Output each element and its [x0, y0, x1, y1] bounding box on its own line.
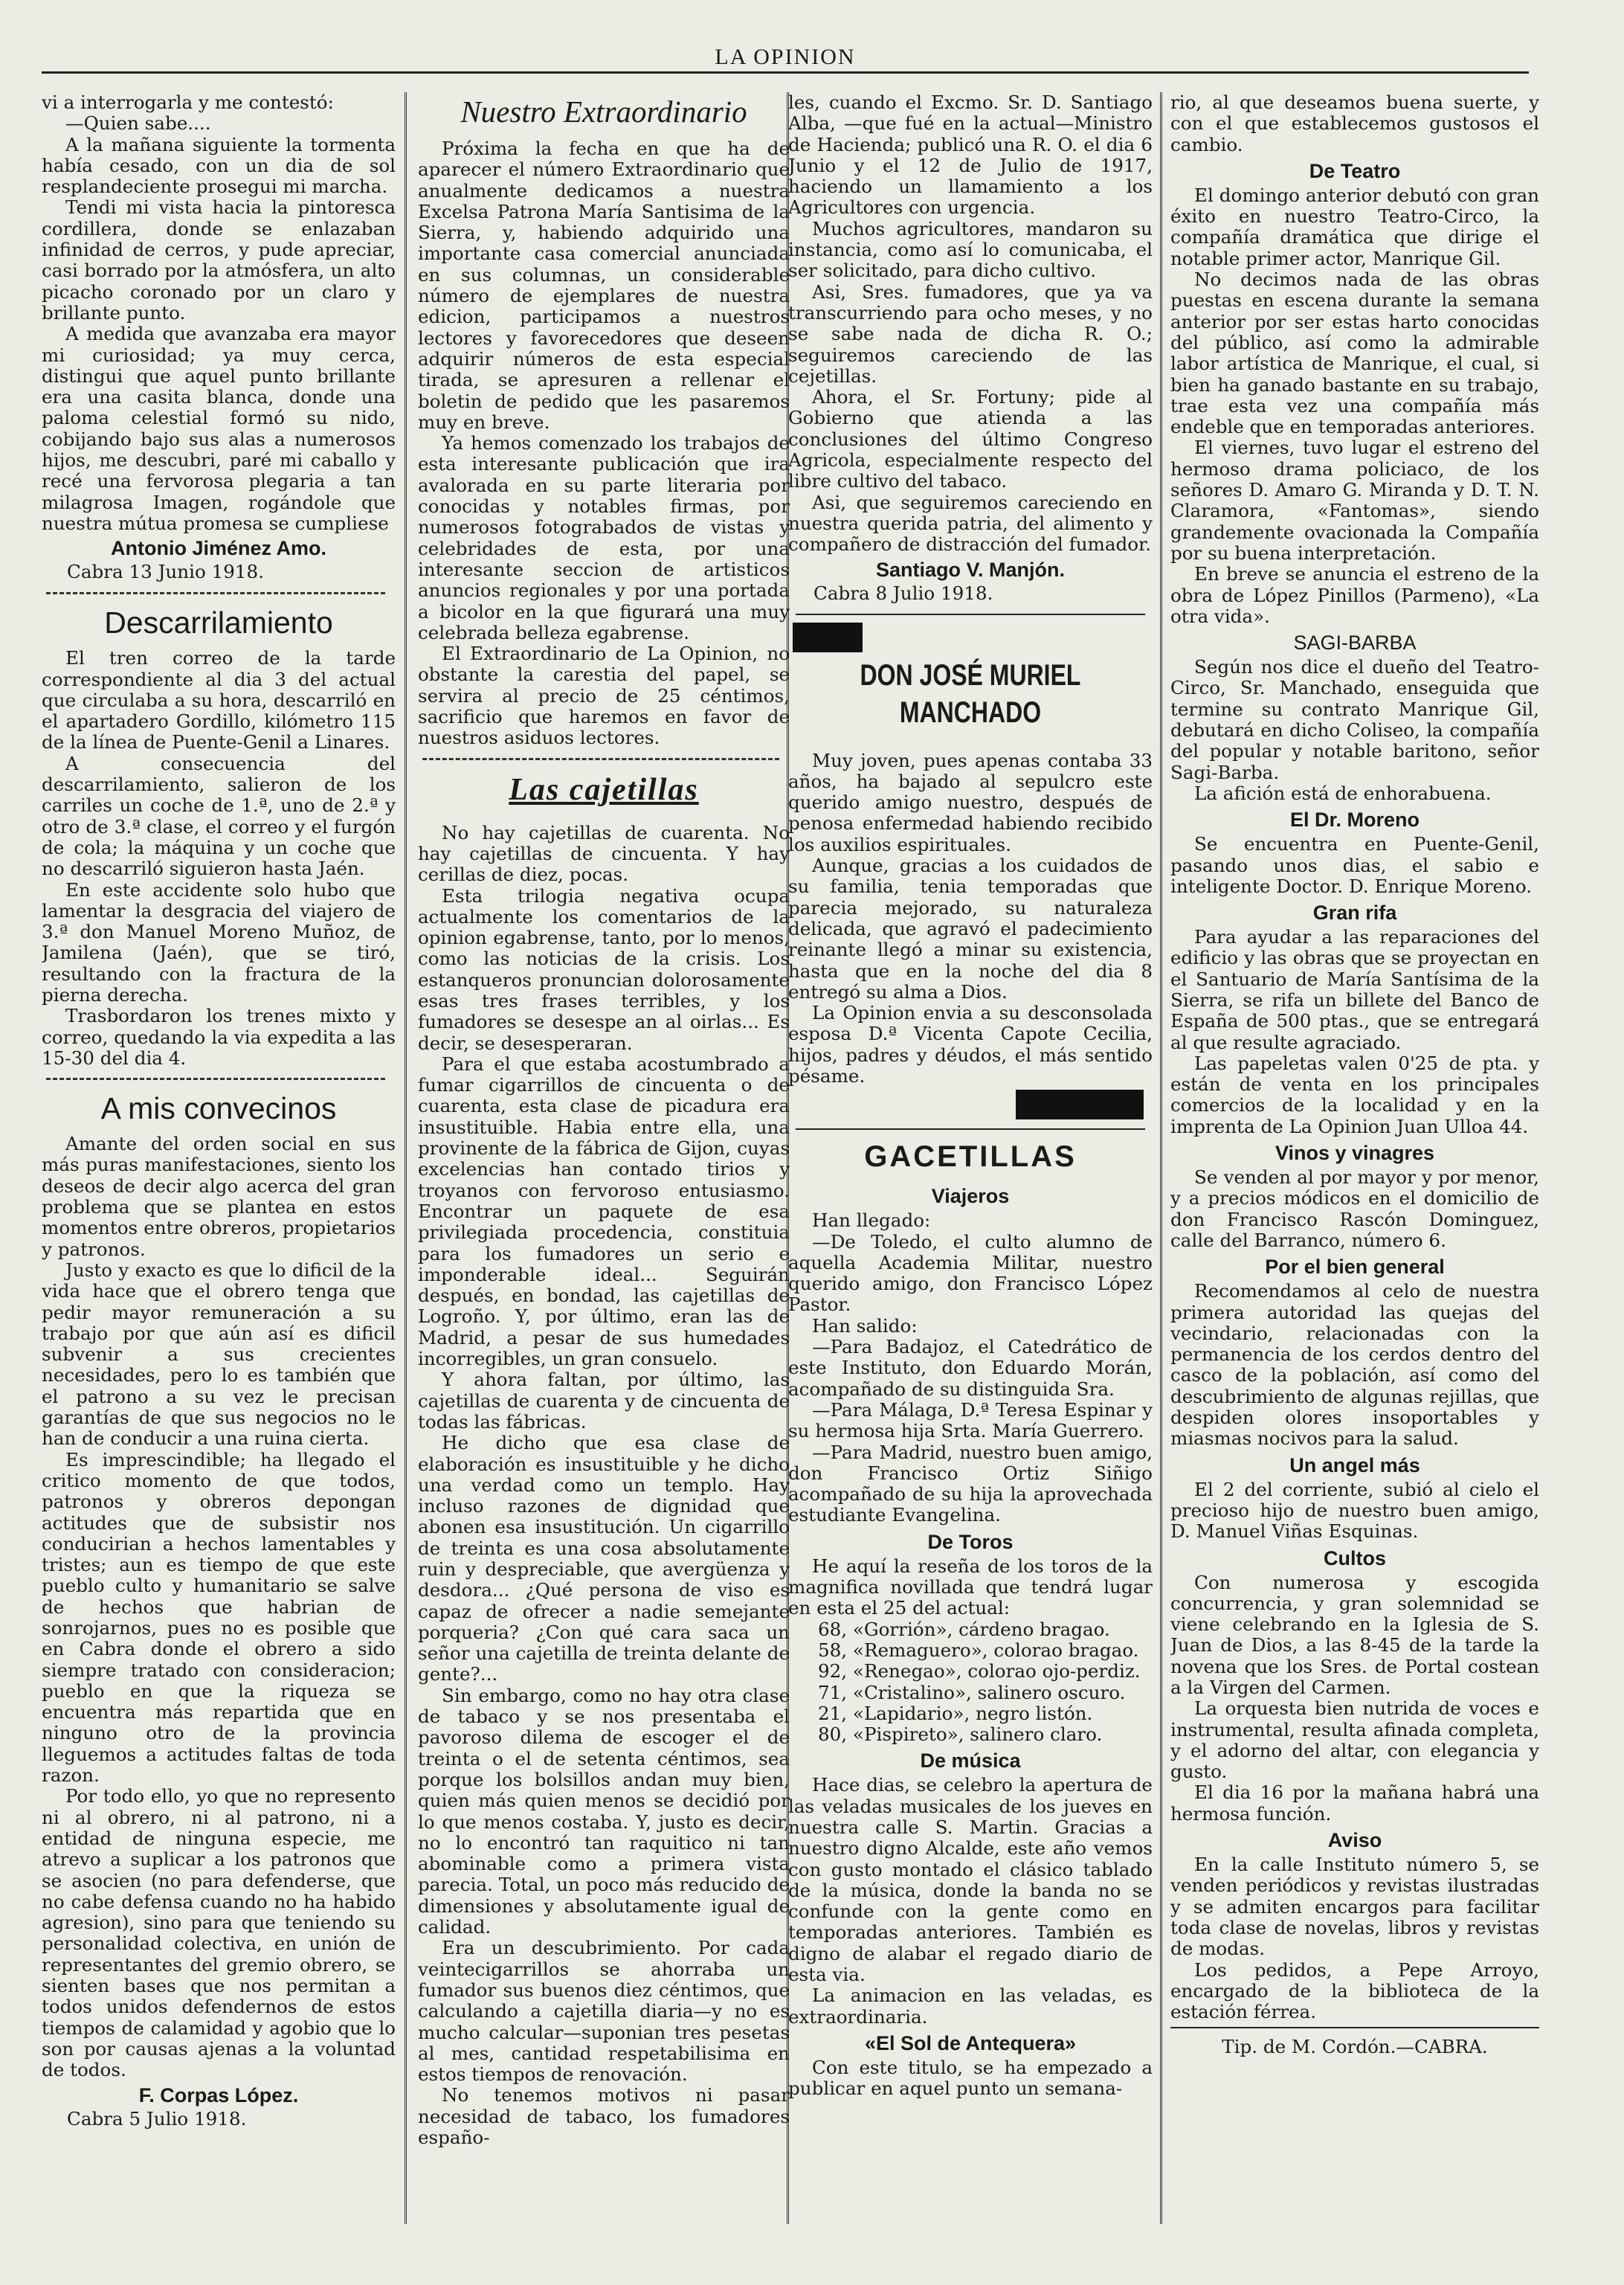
subsection-title: De Toros: [927, 1530, 1014, 1553]
column-4: [1170, 92, 1539, 2224]
subsection-title: Un angel más: [1289, 1453, 1420, 1476]
paragraph: La Opinion envia a su desconsolada esposa D.ª Vicenta Capote Cecilia, hijos, padres y déudos, el más sentido pésame.: [788, 1002, 1153, 1087]
paragraph: —Para Badajoz, el Catedrático de este Instituto, don Eduardo Morán, acompañado de su distinguida Sra.: [788, 1336, 1153, 1400]
paragraph: El 2 del corriente, subió al cielo el precioso hijo de nuestro buen amigo, D. Manuel Viñas Esquinas.: [1170, 1478, 1539, 1543]
subsection-title: Aviso: [1327, 1829, 1382, 1852]
author-signature: Santiago V. Manjón.: [875, 558, 1066, 581]
list-item: 80, «Pispireto», salinero claro.: [818, 1723, 1103, 1746]
article-extraordinario: [418, 92, 790, 749]
subsection-title: El Dr. Moreno: [1289, 809, 1420, 832]
paragraph: Y ahora faltan, por último, las cajetillas de cuarenta y de cincuenta de todas las fábricas.: [418, 1369, 790, 1433]
obituary: [788, 623, 1153, 1120]
subsection-title: Viajeros: [931, 1185, 1010, 1208]
section-title: GACETILLAS: [864, 1140, 1077, 1174]
list-item: 21, «Lapidario», negro listón.: [818, 1702, 1093, 1724]
separator: [46, 592, 385, 594]
obituary-title: DON JOSÉ MURIEL MANCHADO: [860, 658, 1081, 729]
paragraph: Trasbordaron los trenes mixto y correo, quedando la via expedita a las 15-30 del dia 4.: [42, 1005, 396, 1069]
paragraph: A medida que avanzaba era mayor mi curiosidad; ya muy cerca, distingui que aquel punto brillante era una casita blanca, donde una paloma celestial formó su nido, cobijando bajo sus alas a numerosos hijos, me descubri, paré mi caballo y recé una fervorosa plegaria a tan milagrosa Imagen, rogándole que nuestra mútua promesa se cumpliese: [42, 323, 396, 534]
paragraph: Las papeletas valen 0'25 de pta. y están de venta en los principales comercios de la localidad y en la imprenta de La Opinion Juan Ulloa 44.: [1170, 1052, 1539, 1137]
article-descarrilamiento: [42, 603, 396, 1069]
dateline: Cabra 5 Julio 1918.: [67, 2107, 247, 2130]
header-rule: [42, 71, 1529, 74]
article-title: Nuestro Extraordinario: [460, 94, 747, 129]
column-divider: [405, 92, 407, 2224]
paragraph: Sin embargo, como no hay otra clase de tabaco y se nos presentaba el pavoroso dilema de escoger el de treinta o el de setenta céntimos, sea porque los bolsillos andan muy bien, quien más quien menos se decidió por lo que menos costaba. Y, justo es decir, no lo encontró tan raquitico ni tan abominable como a primera vista parecia. Total, un poco más reducido de dimensiones y absolutamente igual de calidad.: [418, 1684, 790, 1938]
column-divider: [1160, 92, 1162, 2224]
article-title: Descarrilamiento: [104, 605, 333, 640]
paragraph: El Extraordinario de La Opinion, no obstante la carestia del papel, se servira al precio de 25 céntimos, sacrificio que haremos en favor de nuestros asiduos lectores.: [418, 643, 790, 749]
dateline: Cabra 8 Julio 1918.: [813, 582, 993, 604]
paragraph: Por todo ello, yo que no represento ni al obrero, ni al patrono, ni a entidad de ninguna especie, me atrevo a suplicar a los patronos que se asocien (no para defenderse, que no cabe defensa cuando no ha habido agresion), sino para que teniendo su personalidad colectiva, en unión de representantes del gremio obrero, se sienten bases que nos permitan a todos unidos defendernos de estos tiempos de calamidad y agobio que lo son por causas ajenas a la voluntad de todos.: [42, 1785, 396, 2081]
paragraph: vi a interrogarla y me contestó:: [42, 92, 334, 113]
article-title: Las cajetillas: [509, 772, 699, 807]
paragraph: El dia 16 por la mañana habrá una hermosa función.: [1170, 1781, 1539, 1825]
paragraph: Han salido:: [812, 1314, 918, 1337]
list-item: 92, «Renegao», colorao ojo-perdiz.: [818, 1660, 1141, 1683]
paragraph: En este accidente solo hubo que lamentar la desgracia del viajero de 3.ª don Manuel Moreno Muñoz, de Jamilena (Jaén), que se tiró, resultando con la fractura de la pierna derecha.: [42, 878, 396, 1006]
article-title: A mis convecinos: [100, 1091, 337, 1126]
paragraph: El viernes, tuvo lugar el estreno del hermoso drama policiaco, de los señores D. Amaro G. Miranda y D. T. N. Claramora, «Fantomas», siendo grandemente ovacionada la Compañía por su buena interpretación.: [1170, 437, 1539, 564]
subsection-title: Gran rifa: [1312, 902, 1397, 925]
paragraph: —Para Málaga, D.ª Teresa Espinar y su hermosa hija Srta. María Guerrero.: [788, 1398, 1153, 1442]
paragraph: No hay cajetillas de cuarenta. No hay cajetillas de cincuenta. Y hay cerillas de diez, pocas.: [418, 821, 790, 886]
paragraph: Asi, que seguiremos careciendo en nuestra querida patria, del alimento y compañero de distracción del fumador.: [788, 491, 1153, 556]
subsection-title: «El Sol de Antequera»: [864, 2031, 1077, 2054]
paragraph: Han llegado:: [812, 1209, 931, 1232]
paragraph: A consecuencia del descarrilamiento, salieron de los carriles un coche de 1.ª, uno de 2.ª y otro de 3.ª clase, el correo y el furgón de cola; la máquina y un coche que no descarriló siguieron hasta Jaén.: [42, 752, 396, 880]
paragraph: Justo y exacto es que lo dificil de la vida hace que el obrero tenga que pedir mayor remuneración a su trabajo por que aún así es dificil subvenir a sus crecientes necesidades, pero lo es también que el patrono a su vez le precisan garantías de que sus negocios no le han de conducir a una ruina cierta.: [42, 1259, 396, 1450]
paragraph: —Quien sabe....: [65, 112, 211, 135]
paragraph: Muchos agricultores, mandaron su instancia, como así lo comunicaba, el ser solicitado, para dicho cultivo.: [788, 217, 1153, 282]
article-cajetillas: [418, 769, 790, 2149]
paragraph: La afición está de enhorabuena.: [1194, 782, 1492, 804]
paragraph: Próxima la fecha en que ha de aparecer el número Extraordinario que anualmente dedicamos a nuestra Excelsa Patrona María Santisima de la Sierra, y, habiendo adquirido una importante casa comercial anunciada en sus columnas, un considerable número de ejemplares de nuestra edicion, participamos a nuestros lectores y favorecedores que deseen adquirir números de esta especial tirada, se apresuren a rellenar el boletin de pedido que les pasaremos muy en breve.: [418, 138, 790, 433]
subsection-title: Por el bien general: [1265, 1256, 1445, 1279]
paragraph: Con numerosa y escogida concurrencia, y gran solemnidad se viene celebrando en la Iglesia de S. Juan de Dios, a las 8-45 de la tarde la novena que los Sres. de Portal costean a la Virgen del Carmen.: [1170, 1571, 1539, 1698]
newspaper-title: LA OPINION: [715, 45, 856, 69]
paragraph: Recomendamos al celo de nuestra primera autoridad las quejas del vecindario, relacionadas con la permanencia de los cerdos dentro del casco de la población, así como del descubrimiento de algunas rejillas, que despiden olores insoportables y miasmas nocivos para la salud.: [1170, 1280, 1539, 1450]
subsection-title: SAGI-BARBA: [1293, 631, 1417, 655]
author-signature: Antonio Jiménez Amo.: [110, 537, 326, 560]
paragraph: Se venden al por mayor y por menor, y a precios módicos en el domicilio de don Francisco Rascón Dominguez, calle del Barranco, número 6.: [1170, 1166, 1539, 1251]
paragraph: Era un descubrimiento. Por cada veintecigarrillos se ahorraba un fumador sus buenos diez céntimos, que calculando a cajetilla diaria—y no es mucho calcular—suponian tres pesetas al mes, cantidad respetabilisima en estos tiempos de renovación.: [418, 1937, 790, 2086]
author-signature: F. Corpas López.: [138, 2083, 299, 2106]
column-2: [418, 92, 790, 2224]
paragraph: Amante del orden social en sus más puras manifestaciones, siento los deseos de decir algo acerca del gran problema que se plantea en estos momentos entre obreros, propietarios y patronos.: [42, 1133, 396, 1260]
paragraph: Asi, Sres. fumadores, que ya va transcurriendo para ocho meses, y no se sabe nada de dicha R. O.; seguiremos careciendo de las cejetillas.: [788, 280, 1153, 387]
column-1: [42, 92, 396, 2224]
printer-imprint: Tip. de M. Cordón.—CABRA.: [1170, 2027, 1539, 2058]
paragraph: En la calle Instituto número 5, se venden periódicos y revistas ilustradas y se admiten encargos para facilitar toda clase de novelas, libros y revistas de modas.: [1170, 1854, 1539, 1960]
mourning-bar: [1016, 1090, 1144, 1119]
article-untitled-continuation: [42, 92, 396, 583]
paragraph: El domingo anterior debutó con gran éxito en nuestro Teatro-Circo, la compañía dramática que dirige el notable primer actor, Manrique Gil.: [1170, 184, 1539, 269]
paragraph: Para el que estaba acostumbrado a fumar cigarrillos de cincuenta o de cuarenta, esta clase de picadura era insustituible. Habia entre ella, una provinente de la fábrica de Gijon, cuyas excelencias han contado tirios y troyanos con fervoroso entusiasmo. Encontrar un paquete de esa privilegiada procedencia, constituia para los fumadores un serio e imponderable ideal... Seguirán después, en bondad, las cajetillas de Logroño. Y, por último, eran las de Madrid, a pesar de sus humedades incorregibles, un gran consuelo.: [418, 1052, 790, 1370]
paragraph: En breve se anuncia el estreno de la obra de López Pinillos (Parmeno), «La otra vida».: [1170, 563, 1539, 627]
column-3: [788, 92, 1153, 2224]
paragraph: No tenemos motivos ni pasar necesidad de tabaco, los fumadores españo-: [418, 2084, 790, 2149]
paragraph: Hace dias, se celebro la apertura de las veladas musicales de los jueves en nuestra calle S. Martin. Gracias a nuestro digno Alcalde, este año vemos con gusto montado el clásico tablado de la música, donde la banda no se confunde con la gente como en temporadas anteriores. También es digno de alabar el regado diario de esta via.: [788, 1774, 1153, 1986]
separator: [46, 1078, 385, 1080]
paragraph: La animacion en las veladas, es extraordinaria.: [788, 1984, 1153, 2028]
subsection-title: Vinos y vinagres: [1275, 1142, 1435, 1165]
separator: [422, 758, 779, 760]
paragraph: Esta trilogia negativa ocupa actualmente los comentarios de la opinion egabrense, tanto, por lo menos, como las noticias de la crisis. Los estanqueros pronuncian dolorosamente esas tres frases terribles, y los fumadores se desespe an al oirlas... Es decir, se desesperaran.: [418, 884, 790, 1054]
list-item: 68, «Gorrión», cárdeno bragao.: [818, 1618, 1110, 1640]
paragraph: Ya hemos comenzado los trabajos de esta interesante publicación que ira avalorada en su parte literaria por conocidas y notables firmas, por numerosos fotograbados de vistas y celebridades de esta, por una interesante seccion de artisticos anuncios regionales y por una portada a bicolor en la que figurará una muy celebrada belleza egabrense.: [418, 432, 790, 643]
paragraph: rio, al que deseamos buena suerte, y con el que establecemos gustosos el cambio.: [1170, 92, 1539, 155]
paragraph: Se encuentra en Puente-Genil, pasando unos dias, el sabio e inteligente Doctor. D. Enrique Moreno.: [1170, 833, 1539, 897]
paragraph: —De Toledo, el culto alumno de aquella Academia Militar, nuestro querido amigo, don Francisco López Pastor.: [788, 1230, 1153, 1316]
paragraph: —Para Madrid, nuestro buen amigo, don Francisco Ortiz Siñigo acompañado de su hija la aprovechada estudiante Evangelina.: [788, 1441, 1153, 1526]
paragraph: Los pedidos, a Pepe Arroyo, encargado de la biblioteca de la estación férrea.: [1170, 1958, 1539, 2023]
paragraph: A la mañana siguiente la tormenta había cesado, con un dia de sol resplandeciente prosegui mi marcha.: [42, 133, 396, 198]
paragraph: Para ayudar a las reparaciones del edificio y las obras que se proyectan en el Santuario de María Santísima de la Sierra, se rifa un billete del Banco de España de 500 ptas., que se entregará al que resulte agraciado.: [1170, 926, 1539, 1053]
paragraph: No decimos nada de las obras puestas en escena durante la semana anterior por ser estas harto conocidas del público, así como la admirable labor artística de Manrique, el cual, si bien ha ganado bastante en su trabajo, trae esta vez una compañía más endeble que en temporadas anteriores.: [1170, 269, 1539, 438]
subsection-title: De Teatro: [1309, 159, 1401, 182]
subsection-title: Cultos: [1324, 1546, 1386, 1569]
gacetillas-section: [788, 1137, 1153, 2099]
paragraph: Es imprescindible; ha llegado el critico momento de que todos, patronos y obreros depongan actitudes que de subsistir nos conducirian a hechos lamentables y tristes; aun es tiempo de que este pueblo culto y humanitario se salve de hechos que habrian de sonrojarnos, pues no es posible que en Cabra donde el obrero a sido siempre tratado con consideracion; pueblo en que la riqueza se encuentra más repartida que en ninguno otro de la provincia lleguemos a actitudes faltas de toda razon.: [42, 1448, 396, 1787]
paragraph: Tendi mi vista hacia la pintoresca cordillera, donde se enlazaban infinidad de cerros, y pude apreciar, casi borrado por la atmósfera, un alto picacho coronado por un claro y brillante punto.: [42, 196, 396, 324]
paragraph: Según nos dice el dueño del Teatro-Circo, Sr. Manchado, enseguida que termine su contrato Manrique Gil, debutará en dicho Coliseo, la compañía del popular y notable baritono, señor Sagi-Barba.: [1170, 656, 1539, 783]
list-item: 58, «Remaguero», colorao bragao.: [818, 1639, 1139, 1661]
paragraph: Aunque, gracias a los cuidados de su familia, tenia temporadas que parecia mejorado, su naturaleza delicada, que agravó el padecimiento reinante llegó a minar su existencia, hasta que en la noche del dia 8 entregó su alma a Dios.: [788, 855, 1153, 1003]
paragraph: El tren correo de la tarde correspondiente al dia 3 del actual que circulaba a su hora, descarriló en el apartadero Gordillo, kilómetro 115 de la línea de Puente-Genil a Linares.: [42, 647, 396, 753]
list-item: 71, «Cristalino», salinero oscuro.: [818, 1681, 1126, 1703]
paragraph: Ahora, el Sr. Fortuny; pide al Gobierno que atienda a las conclusiones del último Congreso Agricola, especialmente respecto del libre cultivo del tabaco.: [788, 386, 1153, 492]
paragraph: He aquí la reseña de los toros de la magnifica novillada que tendrá lugar en esta el 25 del actual:: [788, 1555, 1153, 1619]
paragraph: Con este titulo, se ha empezado a publicar en aquel punto un semana-: [788, 2056, 1153, 2100]
subsection-title: De música: [920, 1749, 1021, 1773]
dateline: Cabra 13 Junio 1918.: [67, 561, 265, 583]
article-convecinos: [42, 1089, 396, 2130]
separator: [796, 614, 1145, 615]
mourning-bar: [793, 623, 863, 652]
article-cajetillas-continuation: [788, 92, 1153, 605]
paragraph: La orquesta bien nutrida de voces e instrumental, resulta afinada completa, y el adorno del altar, con elegancia y gusto.: [1170, 1697, 1539, 1783]
paragraph: He dicho que esa clase de elaboración es insustituible y he dicho una verdad como un templo. Hay incluso razones de dignidad que abonen esa insustitución. Un cigarrillo de treinta es una cosa absolutamente ruin y despreciable, que avergüenza y desdora... ¿Qué persona de viso es capaz de ofrecer a nadie semejante porqueria? ¿Con qué cara saca un señor una cajetilla de treinta delante de gente?...: [418, 1432, 790, 1685]
paragraph: Muy joven, pues apenas contaba 33 años, ha bajado al sepulcro este querido amigo nuestro, después de penosa enfermedad habiendo recibido los auxilios espirituales.: [788, 749, 1153, 855]
paragraph: les, cuando el Excmo. Sr. D. Santiago Alba, —que fué en la actual—Ministro de Hacienda; publicó una R. O. el dia 6 Junio y el 12 de Julio de 1917, haciendo un llamamiento a los Agricultores con urgencia.: [788, 92, 1153, 219]
masthead: [42, 45, 1529, 71]
separator: [796, 1128, 1145, 1130]
